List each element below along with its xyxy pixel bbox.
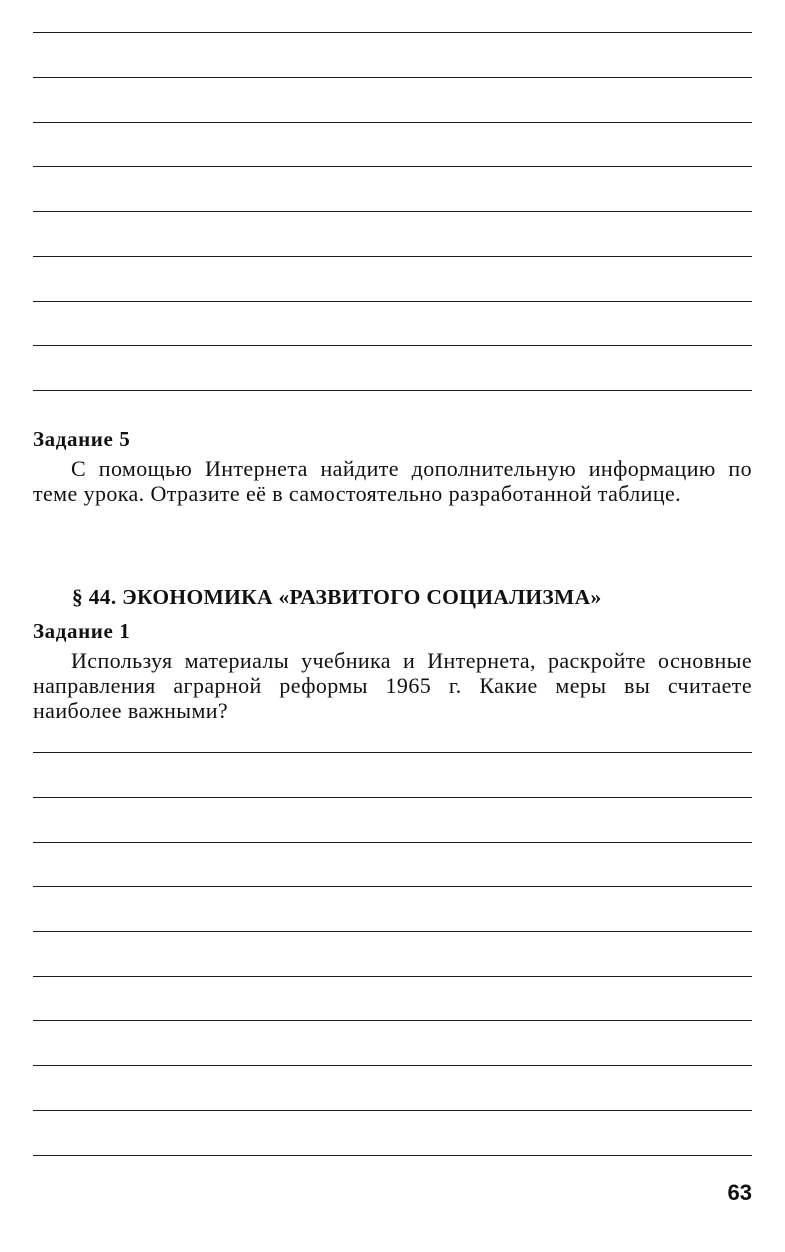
answer-line[interactable] xyxy=(33,931,752,932)
task-5-text: С помощью Интернета найдите дополнительную информацию по теме урока. Отразите её в самостоятельно разработанной таблице. xyxy=(33,456,752,506)
answer-line[interactable] xyxy=(33,166,752,167)
answer-line[interactable] xyxy=(33,797,752,798)
answer-line[interactable] xyxy=(33,122,752,123)
section-title: § 44. ЭКОНОМИКА «РАЗВИТОГО СОЦИАЛИЗМА» xyxy=(72,585,602,609)
answer-line[interactable] xyxy=(33,211,752,212)
answer-line[interactable] xyxy=(33,32,752,33)
answer-line[interactable] xyxy=(33,886,752,887)
answer-line[interactable] xyxy=(33,842,752,843)
answer-line[interactable] xyxy=(33,1065,752,1066)
task-1-text: Используя материалы учебника и Интернета, раскройте основные направления аграрной реформы 1965 г. Какие меры вы считаете наиболее важными? xyxy=(33,648,752,723)
answer-line[interactable] xyxy=(33,976,752,977)
task-5-label: Задание 5 xyxy=(33,427,131,451)
answer-line[interactable] xyxy=(33,1020,752,1021)
task-1-label: Задание 1 xyxy=(33,619,131,643)
answer-line[interactable] xyxy=(33,752,752,753)
answer-line[interactable] xyxy=(33,1110,752,1111)
answer-line[interactable] xyxy=(33,390,752,391)
page-number: 63 xyxy=(727,1180,752,1205)
answer-line[interactable] xyxy=(33,301,752,302)
answer-line[interactable] xyxy=(33,77,752,78)
answer-line[interactable] xyxy=(33,256,752,257)
answer-line[interactable] xyxy=(33,345,752,346)
answer-line[interactable] xyxy=(33,1155,752,1156)
